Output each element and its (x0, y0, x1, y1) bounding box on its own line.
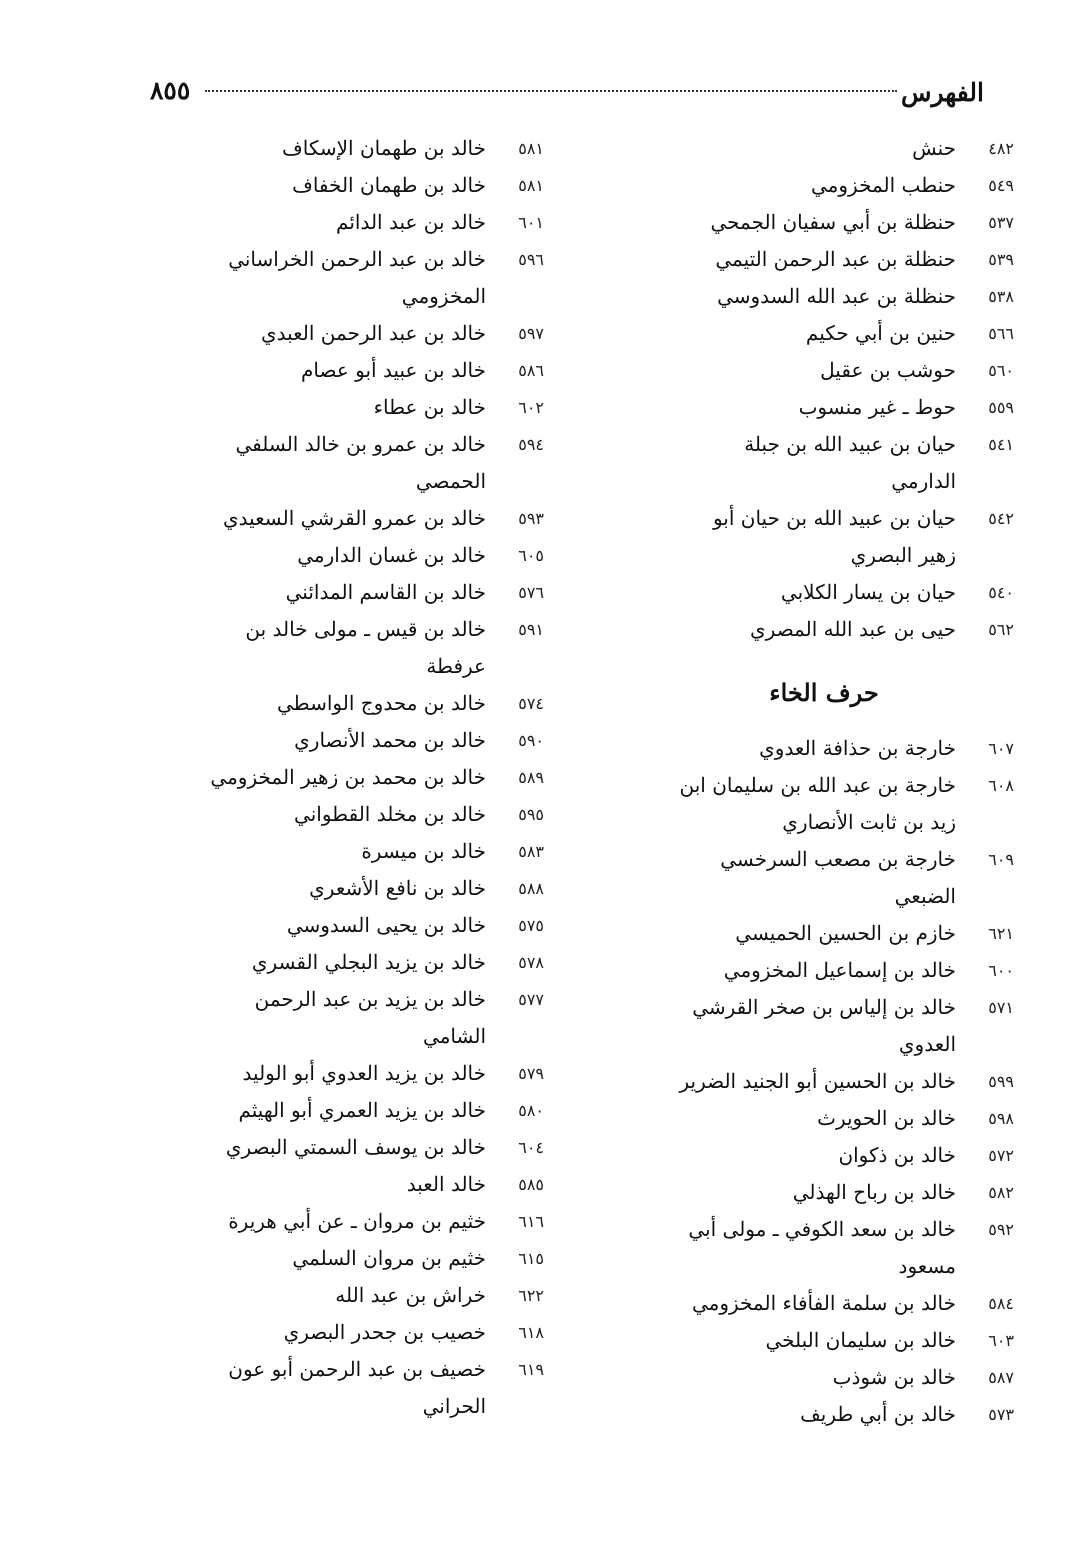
index-entry (674, 841, 1014, 915)
entry-number: ٥٨٦ (518, 361, 544, 380)
entry-number: ٥٩٧ (518, 324, 544, 343)
entry-name: خالد بن عمرو بن خالد السلفي الحمصي (235, 432, 486, 493)
left-column (204, 130, 544, 1530)
index-title: الفهرس (900, 78, 984, 107)
entry-number: ٥٨١ (518, 176, 544, 195)
index-entry (204, 130, 544, 167)
entry-number: ٥٨٢ (988, 1183, 1014, 1202)
page-number: ٨٥٥ (150, 76, 191, 105)
index-entry (204, 1314, 544, 1351)
entry-number: ٥٨٥ (518, 1175, 544, 1194)
entry-number: ٥٩٩ (988, 1072, 1014, 1091)
entry-number: ٥٧٥ (518, 916, 544, 935)
entry-name: حنطب المخزومي (811, 173, 956, 197)
entry-name: خالد بن أبي طريف (800, 1402, 956, 1426)
index-entry (204, 870, 544, 907)
entry-number: ٦٠١ (518, 213, 544, 232)
right-entries-top (674, 130, 1014, 648)
entry-number: ٦٠٧ (988, 739, 1014, 758)
entry-number: ٥٨٠ (518, 1101, 544, 1120)
entry-name: خالد بن قيس ـ مولى خالد بن عرفطة (245, 617, 486, 678)
entry-number: ٥٦٢ (988, 620, 1014, 639)
entry-number: ٥٦٠ (988, 361, 1014, 380)
entry-number: ٥٤٢ (988, 509, 1014, 528)
entry-name: خالد العبد (406, 1172, 486, 1196)
index-entry (204, 796, 544, 833)
entry-name: خالد بن ميسرة (361, 839, 486, 863)
entry-name: خالد بن يحيى السدوسي (286, 913, 486, 937)
entry-number: ٥٧٢ (988, 1146, 1014, 1165)
entry-number: ٥٩٠ (518, 731, 544, 750)
entry-name: خالد بن الحويرث (817, 1106, 956, 1130)
index-entry (674, 915, 1014, 952)
entry-number: ٦١٨ (518, 1323, 544, 1342)
entry-number: ٥٩٨ (988, 1109, 1014, 1128)
index-entry (204, 1240, 544, 1277)
index-entry (204, 981, 544, 1055)
entry-number: ٥٥٩ (988, 398, 1014, 417)
entry-number: ٥٧١ (988, 998, 1014, 1017)
entry-name: خالد بن عمرو القرشي السعيدي (222, 506, 486, 530)
entry-name: خثيم بن مروان السلمي (292, 1246, 486, 1270)
index-entry (674, 1359, 1014, 1396)
entry-number: ٥٩١ (518, 620, 544, 639)
entry-number: ٥٨٤ (988, 1294, 1014, 1313)
entry-name: خالد بن محمد الأنصاري (294, 728, 486, 752)
entry-number: ٥٩٤ (518, 435, 544, 454)
entry-name: حيان بن يسار الكلابي (780, 580, 956, 604)
entry-number: ٥٧٨ (518, 953, 544, 972)
entry-number: ٥٩٦ (518, 250, 544, 269)
right-column (674, 130, 1014, 1530)
index-entry (674, 1174, 1014, 1211)
entry-name: حيان بن عبيد الله بن جبلة الدارمي (744, 432, 956, 493)
index-entry (674, 1322, 1014, 1359)
entry-number: ٥٩٣ (518, 509, 544, 528)
right-entries-bottom (674, 730, 1014, 1433)
index-entry (674, 389, 1014, 426)
entry-name: خالد بن إلياس بن صخر القرشي العدوي (692, 995, 956, 1056)
entry-number: ٦٢١ (988, 924, 1014, 943)
entry-number: ٥٨١ (518, 139, 544, 158)
index-entry (674, 1285, 1014, 1322)
entry-name: خصيب بن جحدر البصري (283, 1320, 486, 1344)
left-entries (204, 130, 544, 1425)
entry-number: ٥٩٢ (988, 1220, 1014, 1239)
index-entry (674, 241, 1014, 278)
entry-name: خالد بن شوذب (832, 1365, 956, 1389)
index-entry (204, 944, 544, 981)
entry-name: خالد بن رباح الهذلي (792, 1180, 956, 1204)
index-entry (204, 167, 544, 204)
entry-number: ٦١٩ (518, 1360, 544, 1379)
index-entry (204, 1351, 544, 1425)
header-dotted-rule (205, 90, 897, 92)
entry-name: خالد بن يزيد العمري أبو الهيثم (238, 1098, 486, 1122)
entry-number: ٦٠٨ (988, 776, 1014, 795)
index-entry (674, 952, 1014, 989)
entry-name: خالد بن يوسف السمتي البصري (225, 1135, 486, 1159)
index-entry (674, 1211, 1014, 1285)
index-entry (204, 907, 544, 944)
index-entry (204, 1055, 544, 1092)
entry-name: خالد بن طهمان الإسكاف (282, 136, 486, 160)
index-entry (674, 204, 1014, 241)
entry-name: خالد بن يزيد بن عبد الرحمن الشامي (254, 987, 486, 1048)
index-entry (204, 241, 544, 315)
entry-name: خالد بن القاسم المدائني (285, 580, 486, 604)
entry-number: ٥٣٩ (988, 250, 1014, 269)
entry-name: خالد بن محمد بن زهير المخزومي (210, 765, 486, 789)
index-entry (674, 167, 1014, 204)
entry-name: خالد بن مخلد القطواني (294, 802, 486, 826)
entry-number: ٥٧٧ (518, 990, 544, 1009)
entry-number: ٥٦٦ (988, 324, 1014, 343)
entry-name: خالد بن الحسين أبو الجنيد الضرير (679, 1069, 956, 1093)
entry-number: ٦١٦ (518, 1212, 544, 1231)
entry-name: خالد بن نافع الأشعري (309, 876, 486, 900)
entry-name: خالد بن يزيد البجلي القسري (251, 950, 486, 974)
entry-name: حوشب بن عقيل (820, 358, 956, 382)
entry-name: حنش (912, 136, 956, 160)
index-entry (674, 500, 1014, 574)
index-entry (204, 1166, 544, 1203)
entry-number: ٦٠٣ (988, 1331, 1014, 1350)
entry-name: حنظلة بن عبد الله السدوسي (717, 284, 956, 308)
entry-name: خالد بن عطاء (373, 395, 486, 419)
index-entry (204, 500, 544, 537)
entry-name: حيى بن عبد الله المصري (750, 617, 956, 641)
index-entry (204, 426, 544, 500)
index-entry (204, 1203, 544, 1240)
section-heading: حرف الخاء (769, 678, 879, 707)
entry-number: ٦٠٤ (518, 1138, 544, 1157)
entry-name: حنظلة بن عبد الرحمن التيمي (715, 247, 956, 271)
entry-name: خالد بن يزيد العدوي أبو الوليد (242, 1061, 486, 1085)
entry-number: ٦٢٢ (518, 1286, 544, 1305)
entry-name: خالد بن ذكوان (838, 1143, 956, 1167)
index-entry (204, 722, 544, 759)
index-entry (674, 611, 1014, 648)
entry-number: ٤٨٢ (988, 139, 1014, 158)
entry-number: ٥٨٧ (988, 1368, 1014, 1387)
index-entry (204, 833, 544, 870)
entry-name: خالد بن غسان الدارمي (297, 543, 486, 567)
entry-name: خالد بن إسماعيل المخزومي (723, 958, 956, 982)
entry-name: حنظلة بن أبي سفيان الجمحي (710, 210, 956, 234)
index-entry (674, 1100, 1014, 1137)
index-entry (204, 574, 544, 611)
entry-name: حنين بن أبي حكيم (805, 321, 956, 345)
entry-name: خارجة بن مصعب السرخسي الضبعي (720, 847, 956, 908)
entry-name: خالد بن طهمان الخفاف (292, 173, 486, 197)
entry-name: خارجة بن عبد الله بن سليمان ابن زيد بن ثابت الأنصاري (679, 773, 956, 834)
entry-name: خالد بن محدوج الواسطي (277, 691, 486, 715)
index-entry (204, 389, 544, 426)
entry-name: خصيف بن عبد الرحمن أبو عون الحراني (228, 1357, 486, 1418)
entry-number: ٥٤٩ (988, 176, 1014, 195)
index-entry (204, 537, 544, 574)
entry-name: خالد بن عبيد أبو عصام (301, 358, 486, 382)
entry-name: خالد بن سليمان البلخي (765, 1328, 956, 1352)
index-entry (204, 1129, 544, 1166)
entry-number: ٥٩٥ (518, 805, 544, 824)
entry-number: ٥٨٩ (518, 768, 544, 787)
entry-number: ٥٧٩ (518, 1064, 544, 1083)
index-entry (674, 1063, 1014, 1100)
entry-number: ٦١٥ (518, 1249, 544, 1268)
entry-number: ٥٣٧ (988, 213, 1014, 232)
entry-number: ٦٠٢ (518, 398, 544, 417)
entry-name: خالد بن سعد الكوفي ـ مولى أبي مسعود (688, 1217, 956, 1278)
index-entry (204, 204, 544, 241)
entry-name: خازم بن الحسين الحميسي (735, 921, 956, 945)
index-entry (204, 1092, 544, 1129)
index-entry (674, 426, 1014, 500)
entry-number: ٥٧٤ (518, 694, 544, 713)
index-entry (204, 352, 544, 389)
entry-number: ٦٠٠ (988, 961, 1014, 980)
entry-number: ٥٣٨ (988, 287, 1014, 306)
index-entry (204, 1277, 544, 1314)
index-entry (674, 989, 1014, 1063)
entry-name: خالد بن عبد الرحمن العبدي (260, 321, 486, 345)
index-entry (674, 130, 1014, 167)
index-entry (204, 759, 544, 796)
index-entry (674, 1396, 1014, 1433)
index-entry (674, 278, 1014, 315)
entry-number: ٥٧٦ (518, 583, 544, 602)
entry-number: ٦٠٥ (518, 546, 544, 565)
entry-name: حوط ـ غير منسوب (798, 395, 956, 419)
entry-name: خالد بن سلمة الفأفاء المخزومي (691, 1291, 956, 1315)
index-entry (674, 1137, 1014, 1174)
index-entry (204, 315, 544, 352)
entry-number: ٦٠٩ (988, 850, 1014, 869)
entry-name: خراش بن عبد الله (335, 1283, 486, 1307)
entry-number: ٥٨٣ (518, 842, 544, 861)
index-entry (674, 352, 1014, 389)
entry-number: ٥٨٨ (518, 879, 544, 898)
index-entry (674, 574, 1014, 611)
entry-name: خالد بن عبد الدائم (336, 210, 486, 234)
entry-name: خالد بن عبد الرحمن الخراساني المخزومي (228, 247, 486, 308)
index-entry (674, 315, 1014, 352)
entry-number: ٥٤٠ (988, 583, 1014, 602)
index-entry (674, 730, 1014, 767)
index-entry (204, 611, 544, 685)
index-entry (674, 767, 1014, 841)
entry-number: ٥٤١ (988, 435, 1014, 454)
entry-name: خثيم بن مروان ـ عن أبي هريرة (228, 1209, 486, 1233)
entry-name: حيان بن عبيد الله بن حيان أبو زهير البصري (712, 506, 956, 567)
entry-name: خارجة بن حذافة العدوي (759, 736, 956, 760)
entry-number: ٥٧٣ (988, 1405, 1014, 1424)
index-entry (204, 685, 544, 722)
